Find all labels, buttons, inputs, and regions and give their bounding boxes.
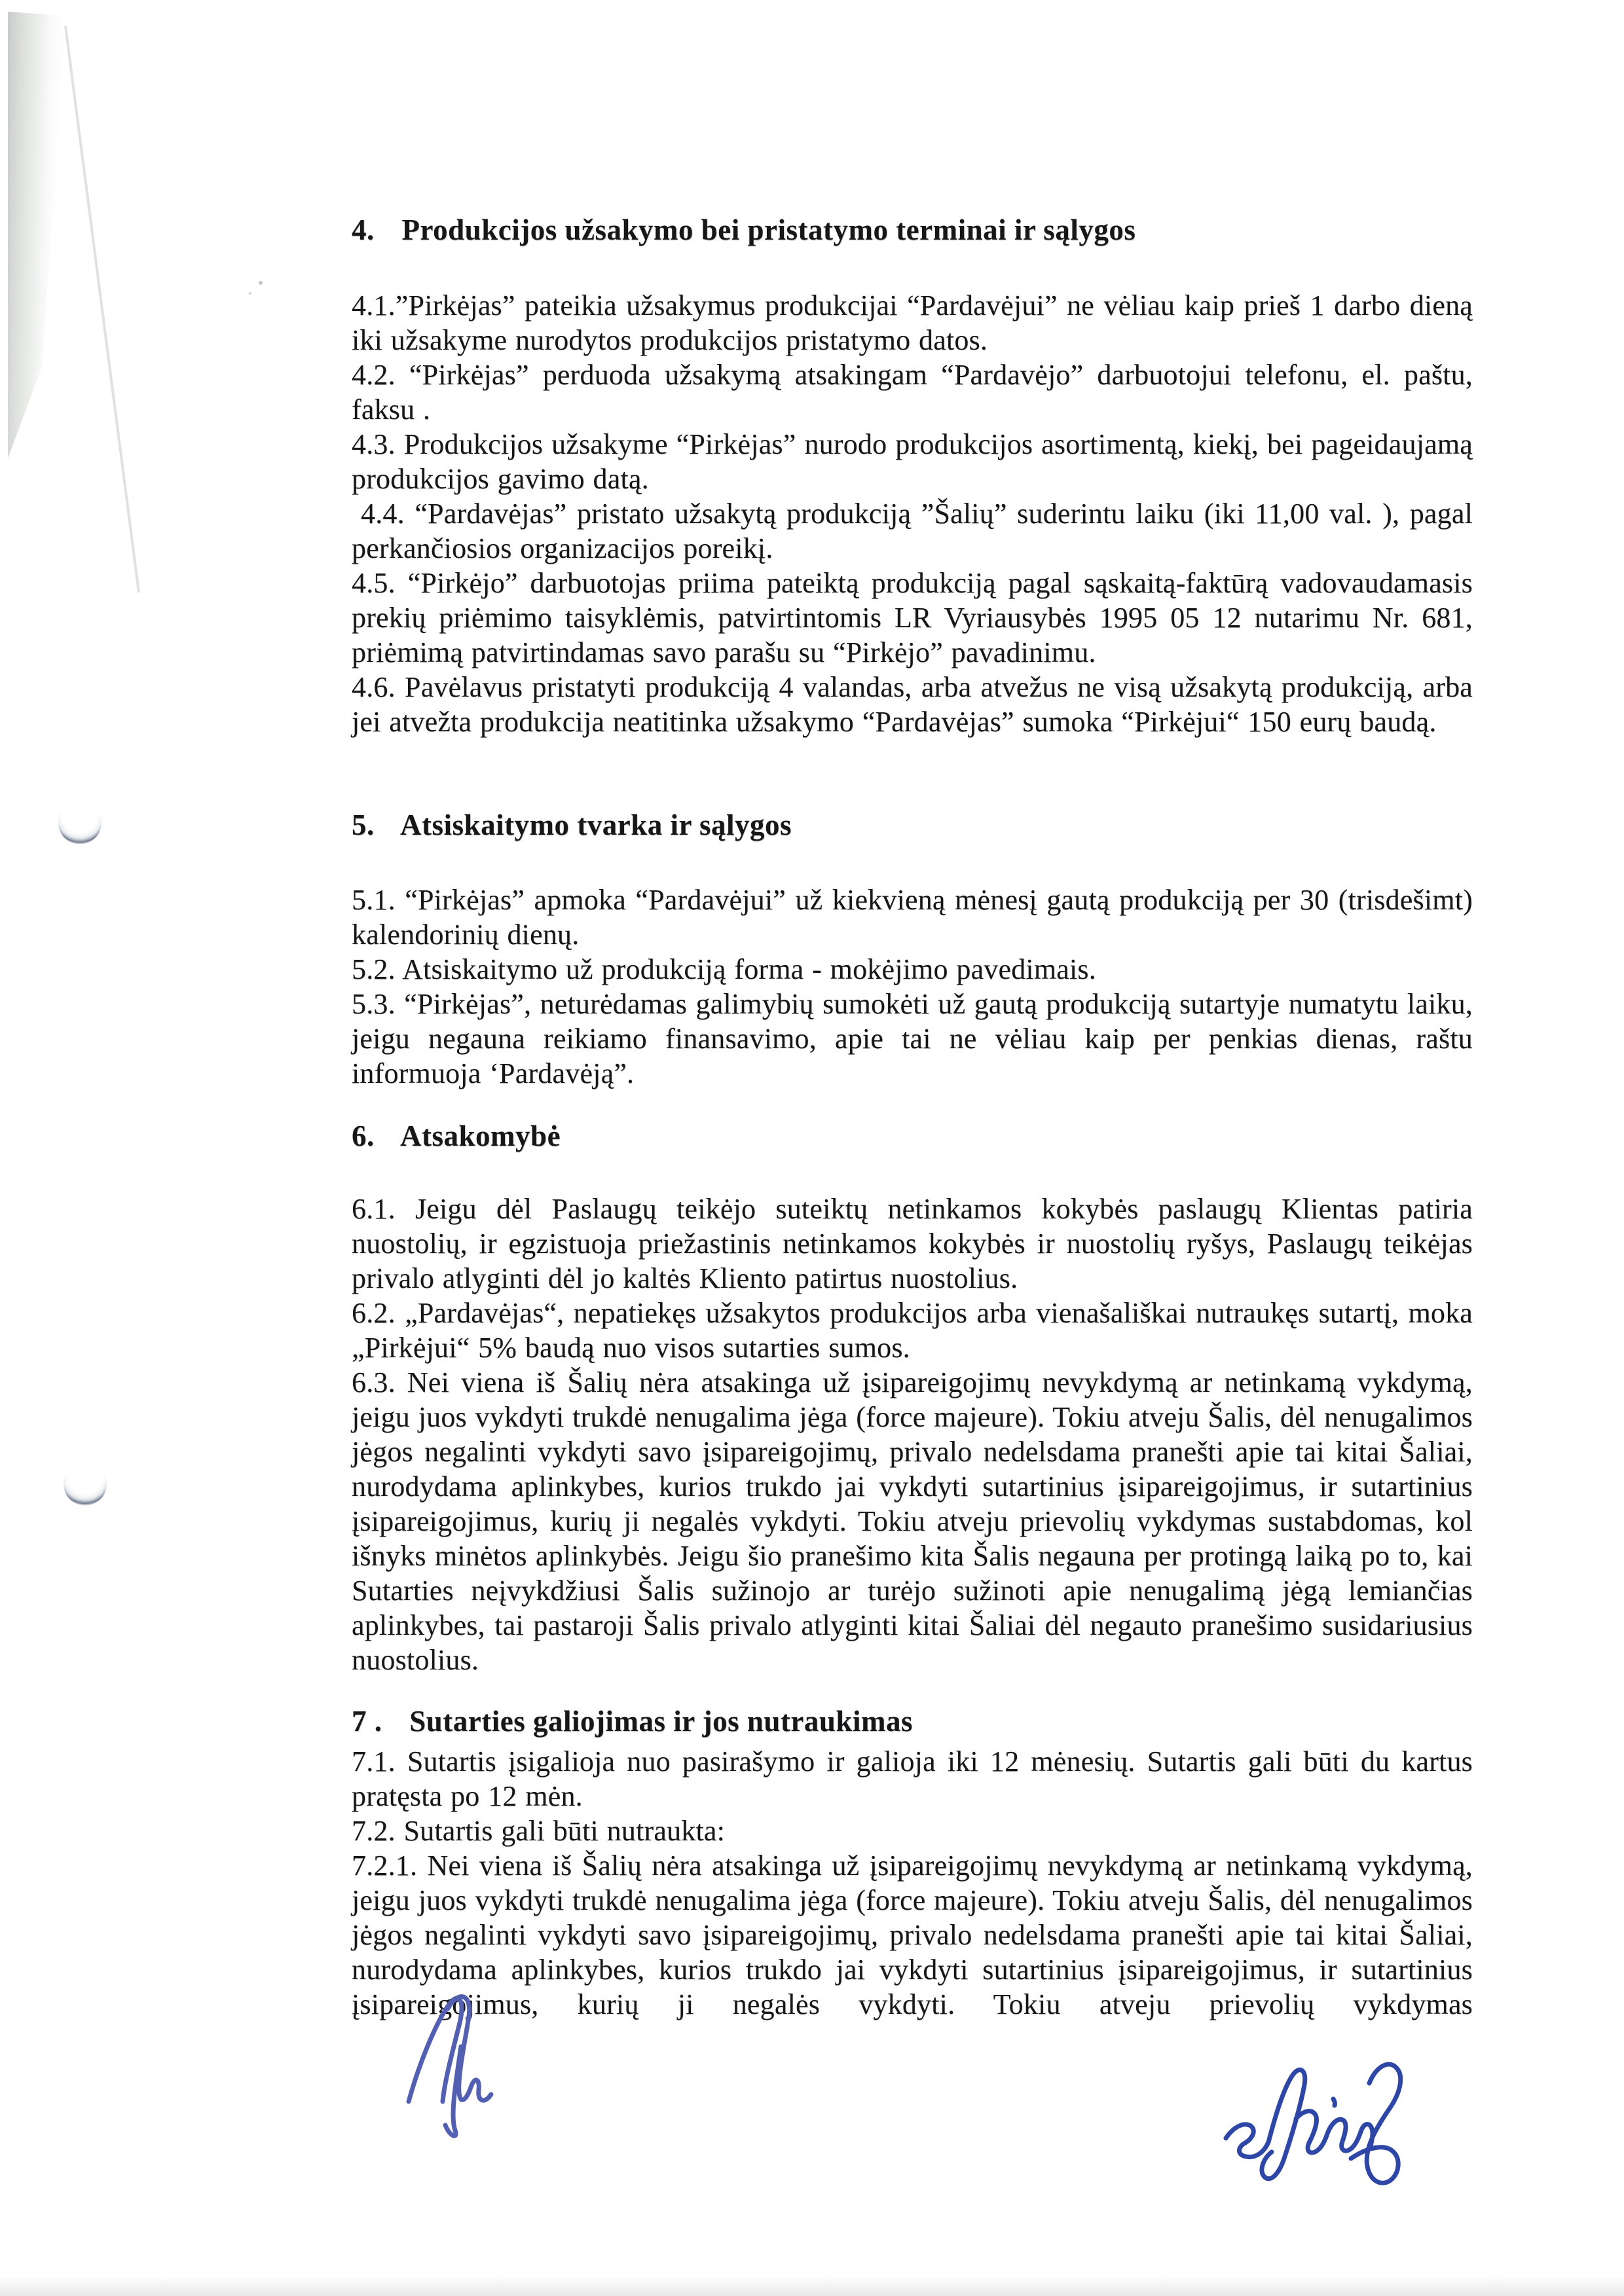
corner-shadow-artifact <box>8 12 139 592</box>
section-7 <box>352 1704 1473 2022</box>
clause-6-1: 6.1. Jeigu dėl Paslaugų teikėjo suteiktų netinkamos kokybės paslaugų Klientas patiria nuostolių, ir egzistuoja priežastinis netinkamos kokybės ir nuostolių ryšys, Paslaugų teikėjas privalo atlyginti dėl jo kaltės Kliento patirtus nuostolius. <box>352 1193 1473 1294</box>
signature-right <box>1226 2064 1401 2183</box>
section-5-title: Atsiskaitymo tvarka ir sąlygos <box>400 809 792 841</box>
section-5-heading <box>352 808 1473 843</box>
clause-7-1: 7.1. Sutartis įsigalioja nuo pasirašymo ir galioja iki 12 mėnesių. Sutartis gali būti du kartus pratęsta po 12 mėn. <box>352 1745 1473 1812</box>
section-6-heading <box>352 1119 1473 1154</box>
clause-4-3: 4.3. Produkcijos užsakyme “Pirkėjas” nurodo produkcijos asortimentą, kiekį, bei pageidaujamą produkcijos gavimo datą. <box>352 428 1473 495</box>
section-7-number: 7 . <box>352 1705 382 1738</box>
clause-5-1: 5.1. “Pirkėjas” apmoka “Pardavėjui” už kiekvieną mėnesį gautą produkciją per 30 (trisdešimt) kalendorinių dienų. <box>352 884 1473 951</box>
clause-4-5: 4.5. “Pirkėjo” darbuotojas priima pateiktą produkciją pagal sąskaitą-faktūrą vadovaudamasis prekių priėmimo taisyklėmis, patvirtintomis LR Vyriausybės 1995 05 12 nutarimu Nr. 681, priėmimą patvirtindamas savo parašu su “Pirkėjo” pavadinimu. <box>352 567 1473 668</box>
section-7-title: Sutarties galiojimas ir jos nutraukimas <box>409 1705 913 1738</box>
clause-7-2: 7.2. Sutartis gali būti nutraukta: <box>352 1815 726 1847</box>
section-4 <box>352 213 1473 739</box>
dust-speck-artifacts <box>249 281 263 295</box>
clause-5-2: 5.2. Atsiskaitymo už produkciją forma - mokėjimo pavedimais. <box>352 953 1096 985</box>
section-5-number: 5. <box>352 809 375 841</box>
section-7-heading <box>352 1704 1473 1739</box>
section-5 <box>352 808 1473 1091</box>
left-margin-hole-artifacts <box>58 800 107 1506</box>
clause-4-4: 4.4. “Pardavėjas” pristato užsakytą produkciją ”Šalių” suderintu laiku (iki 11,00 val. ), pagal perkančiosios organizacijos poreikį. <box>352 498 1473 564</box>
clause-6-2: 6.2. „Pardavėjas“, nepatiekęs užsakytos produkcijos arba vienašališkai nutraukęs sutartį, moka „Pirkėjui“ 5% baudą nuo visos sutarties sumos. <box>352 1297 1473 1364</box>
section-6 <box>352 1119 1473 1677</box>
clause-5-3: 5.3. “Pirkėjas”, neturėdamas galimybių sumokėti už gautą produkciją sutartyje numatytu laiku, jeigu negauna reikiamo finansavimo, apie tai ne vėliau kaip per penkias dienas, raštu informuoja ‘Pardavėją”. <box>352 988 1473 1089</box>
clause-6-3: 6.3. Nei viena iš Šalių nėra atsakinga už įsipareigojimų nevykdymą ar netinkamą vykdymą, jeigu juos vykdyti trukdė nenugalima jėga (force majeure). Tokiu atveju Šalis, dėl nenugalimos jėgos negalinti vykdyti savo įsipareigojimų, privalo nedelsdama pranešti apie tai kitai Šaliai, nurodydama aplinkybes, kurios trukdo jai vykdyti sutartinius įsipareigojimus, ir sutartinius įsipareigojimus, kurių ji negalės vykdyti. Tokiu atveju prievolių vykdymas sustabdomas, kol išnyks minėtos aplinkybės. Jeigu šio pranešimo kita Šalis negauna per protingą laiką po to, kai Sutarties neįvykdžiusi Šalis sužinojo ar turėjo sužinoti apie nenugalimą jėgą lemiančias aplinkybes, tai pastaroji Šalis privalo atlyginti kitai Šaliai dėl negauto pranešimo susidariusius nuostolius. <box>352 1366 1473 1676</box>
section-4-title: Produkcijos užsakymo bei pristatymo terminai ir sąlygos <box>401 213 1136 246</box>
clause-4-2: 4.2. “Pirkėjas” perduoda užsakymą atsakingam “Pardavėjo” darbuotojui telefonu, el. paštu, faksu . <box>352 359 1473 426</box>
clause-4-1: 4.1.”Pirkėjas” pateikia užsakymus produkcijai “Pardavėjui” ne vėliau kaip prieš 1 darbo dieną iki užsakyme nurodytos produkcijos pristatymo datos. <box>352 289 1473 356</box>
hole-shadow-bottom <box>64 1461 107 1506</box>
hole-shadow-top <box>58 800 101 845</box>
section-4-number: 4. <box>352 213 375 246</box>
section-6-number: 6. <box>352 1120 375 1152</box>
section-6-title: Atsakomybė <box>400 1120 561 1152</box>
clause-7-2-1: 7.2.1. Nei viena iš Šalių nėra atsakinga už įsipareigojimų nevykdymą ar netinkamą vykdymą, jeigu juos vykdyti trukdė nenugalima jėga (force majeure). Tokiu atveju Šalis, dėl nenugalimos jėgos negalinti vykdyti savo įsipareigojimų, privalo nedelsdama pranešti apie tai kitai Šaliai, nurodydama aplinkybes, kurios trukdo jai vykdyti sutartinius įsipareigojimus, ir sutartinius įsipareigojimus, kurių ji negalės vykdyti. Tokiu atveju prievolių vykdymas <box>352 1850 1473 2020</box>
section-4-heading <box>352 213 1473 247</box>
clause-4-6: 4.6. Pavėlavus pristatyti produkciją 4 valandas, arba atvežus ne visą užsakytą produkciją, arba jei atvežta produkcija neatitinka užsakymo “Pardavėjas” sumoka “Pirkėjui“ 150 eurų baudą. <box>352 671 1473 738</box>
scanner-bottom-edge <box>0 2276 1624 2296</box>
